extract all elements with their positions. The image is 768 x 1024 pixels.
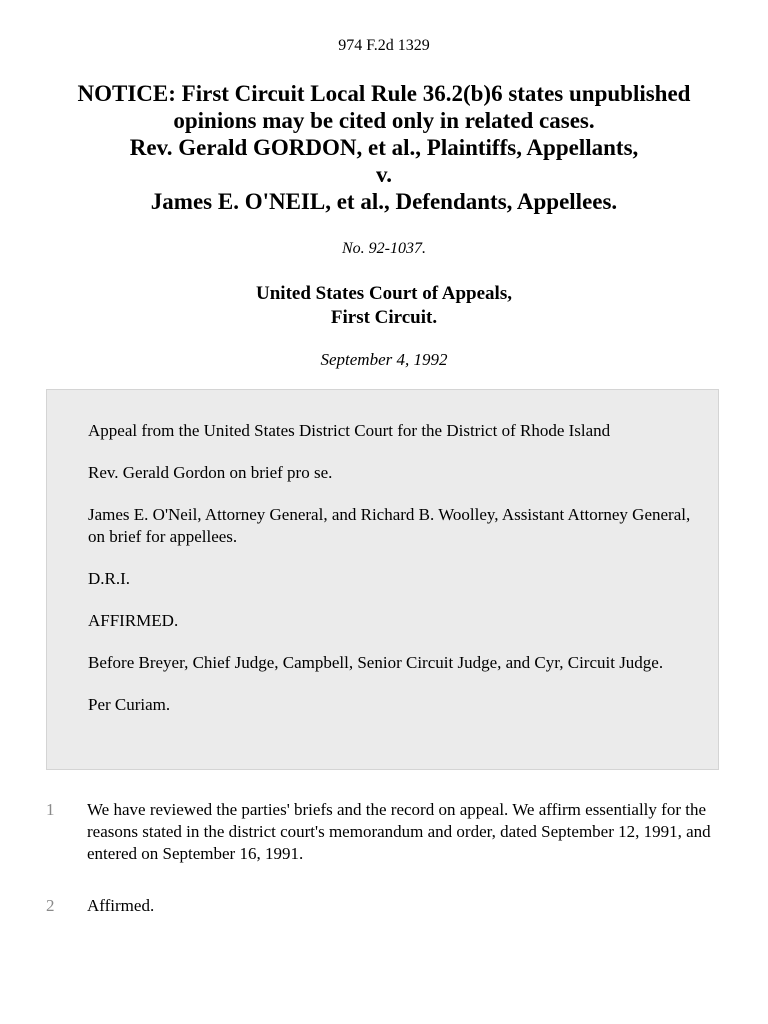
case-info-box [46,389,719,770]
title-notice-line-2: opinions may be cited only in related cases. [173,108,595,133]
panel-text: Before Breyer, Chief Judge, Campbell, Senior Circuit Judge, and Cyr, Circuit Judge. [88,653,664,672]
court-name [0,282,768,330]
appellant-counsel-text: Rev. Gerald Gordon on brief pro se. [88,463,333,482]
title-versus-line: v. [376,162,392,187]
title-notice-line-1: NOTICE: First Circuit Local Rule 36.2(b)6 states unpublished [77,81,691,106]
court-name-line-1: United States Court of Appeals, [256,283,512,304]
docket-number: No. 92-1037. [342,240,426,257]
paragraph-text: Affirmed. [87,896,155,915]
author-text: Per Curiam. [88,695,171,714]
title-plaintiffs-line: Rev. Gerald GORDON, et al., Plaintiffs, Appellants, [129,135,639,160]
paragraph-number: 1 [46,800,55,819]
paragraph-number: 2 [46,896,55,915]
title-defendants-line: James E. O'NEIL, et al., Defendants, Appellees. [150,189,618,214]
appellee-counsel-text: James E. O'Neil, Attorney General, and Richard B. Woolley, Assistant Attorney General, on brief for appellees. [88,505,691,546]
appeal-from-text: Appeal from the United States District Court for the District of Rhode Island [88,421,611,440]
disposition-text: AFFIRMED. [88,611,179,630]
paragraph-text: We have reviewed the parties' briefs and the record on appeal. We affirm essentially for the reasons stated in the district court's memorandum and order, dated September 12, 1991, and entered on September 16, 1991. [87,800,711,863]
case-citation: 974 F.2d 1329 [338,37,430,54]
lower-court-text: D.R.I. [88,569,131,588]
case-title [20,80,748,215]
decision-date: September 4, 1992 [320,350,448,369]
court-name-line-2: First Circuit. [330,307,438,328]
